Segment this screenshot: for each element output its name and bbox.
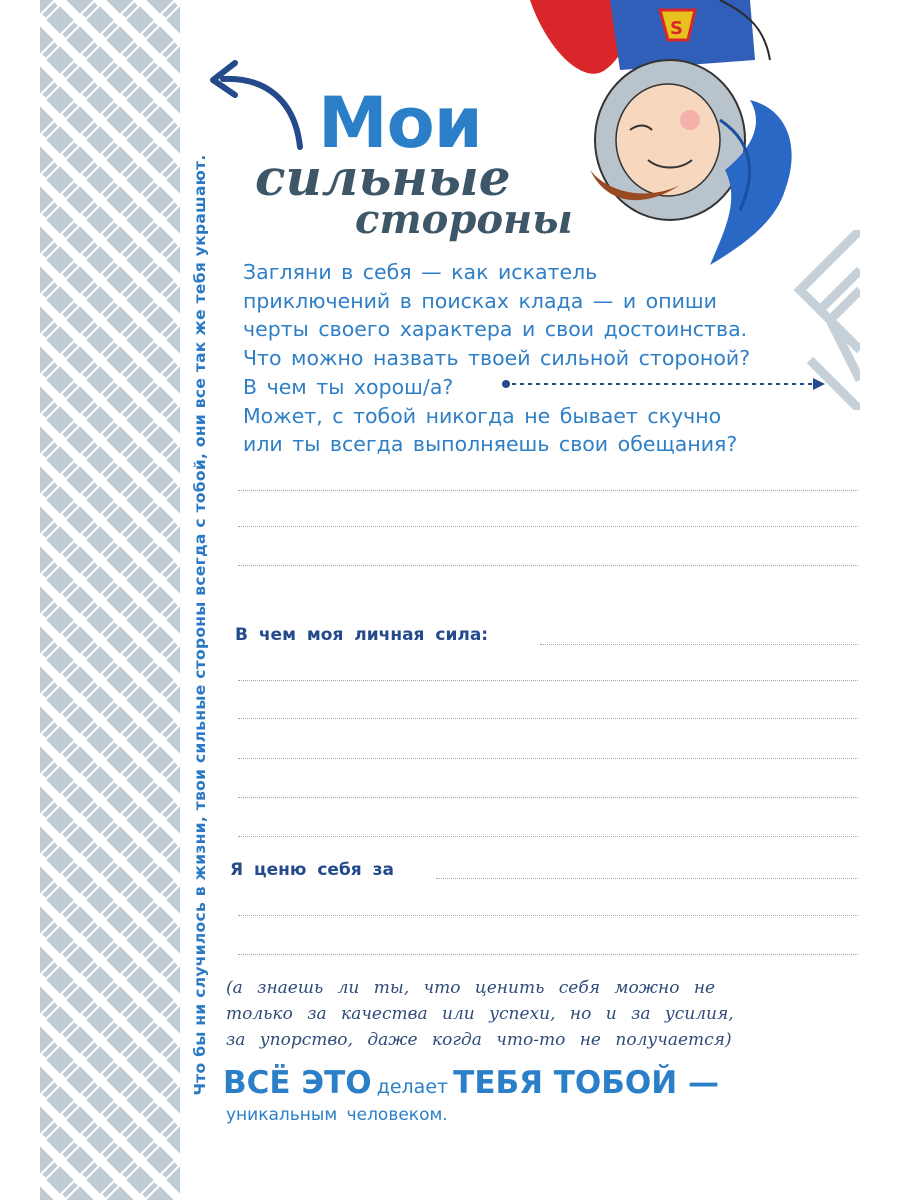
intro-line: приключений в поисках клада — и опиши bbox=[243, 288, 718, 313]
final-line-2: уникальным человеком. bbox=[226, 1105, 448, 1125]
writing-line[interactable] bbox=[238, 565, 858, 566]
final-part-3: ТЕБЯ ТОБОЙ — bbox=[453, 1065, 720, 1101]
intro-line: Что можно назвать твоей сильной стороной? bbox=[243, 346, 751, 371]
title-line-1: Мои bbox=[318, 82, 482, 164]
note-line: (а знаешь ли ты, что ценить себя можно не bbox=[226, 978, 716, 998]
writing-line[interactable] bbox=[238, 915, 858, 916]
intro-line: или ты всегда выполняешь свои обещания? bbox=[243, 432, 738, 457]
writing-line[interactable] bbox=[238, 954, 858, 955]
writing-line[interactable] bbox=[238, 758, 858, 759]
sidebar-vertical-text bbox=[178, 100, 222, 1150]
writing-line[interactable] bbox=[238, 797, 858, 798]
writing-line[interactable] bbox=[238, 490, 858, 491]
note-line: только за качества или успехи, но и за усилия, bbox=[226, 1004, 734, 1024]
hero-logo-letter: S bbox=[670, 18, 683, 39]
prompt-personal-power: В чем моя личная сила: bbox=[235, 625, 489, 645]
note-line: за упорство, даже когда что-то не получается) bbox=[226, 1030, 732, 1050]
braid-border-decoration bbox=[40, 0, 180, 1200]
title-line-3: стороны bbox=[355, 196, 573, 243]
handwritten-note bbox=[226, 975, 746, 1053]
intro-line: черты своего характера и свои достоинства. bbox=[243, 317, 748, 342]
answer-line[interactable] bbox=[436, 878, 858, 879]
final-statement bbox=[223, 1065, 719, 1101]
curved-arrow-icon bbox=[205, 55, 310, 150]
title-line-2: сильные bbox=[255, 148, 511, 207]
intro-line: Загляни в себя — как искатель bbox=[243, 260, 598, 284]
intro-line: Может, с тобой никогда не бывает скучно bbox=[243, 403, 722, 428]
prompt-value-myself: Я ценю себя за bbox=[230, 860, 394, 880]
writing-line[interactable] bbox=[238, 836, 858, 837]
final-part-1: ВСЁ ЭТО bbox=[223, 1065, 372, 1101]
writing-line[interactable] bbox=[238, 526, 858, 527]
dashed-arrow-icon bbox=[500, 376, 830, 392]
intro-paragraph bbox=[243, 258, 833, 459]
writing-line[interactable] bbox=[238, 680, 858, 681]
final-part-2: делает bbox=[376, 1076, 449, 1098]
sidebar-text: Что бы ни случилось в жизни, твои сильные стороны всегда с тобой, они все так же тебя украшают. bbox=[191, 154, 209, 1096]
writing-line[interactable] bbox=[238, 718, 858, 719]
intro-line: В чем ты хорош/а? bbox=[243, 374, 454, 399]
answer-line[interactable] bbox=[540, 644, 858, 645]
